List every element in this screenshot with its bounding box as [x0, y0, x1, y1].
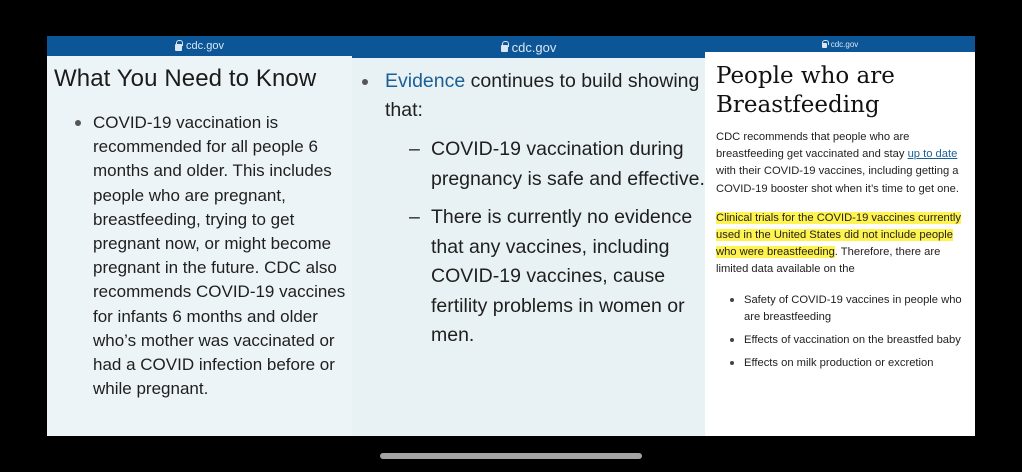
screenshot-panel-what-you-need-to-know [47, 36, 352, 436]
intro-text-end: with their COVID-19 vaccines, including getting a COVID-19 booster shot when it’s time to get one. [716, 165, 959, 195]
list-item [716, 332, 967, 349]
trials-text: . Therefore, there are limited data available on the [716, 246, 941, 276]
list-item [716, 355, 967, 372]
list-item-text: Safety of COVID-19 vaccines in people who are breastfeeding [744, 293, 962, 323]
url-text: cdc.gov [830, 39, 859, 49]
list-item-text: Effects of vaccination on the breastfed baby [744, 334, 961, 347]
list-item-text: Effects on milk production or excretion [744, 357, 934, 370]
highlighted-text: Clinical trials for the COVID-19 vaccines currently used in the United States did not include people who were breastfeeding [716, 211, 961, 259]
section-heading: What You Need to Know [54, 65, 317, 92]
url-bar[interactable] [47, 36, 352, 56]
url-bar[interactable] [352, 36, 705, 58]
bullet-icon [75, 120, 81, 126]
evidence-text: continues to build showing that: [385, 70, 700, 121]
lock-icon [822, 43, 827, 48]
lock-icon [501, 45, 508, 52]
sublist-item [352, 203, 705, 351]
limited-data-list [716, 292, 967, 373]
dash-icon: – [409, 206, 420, 228]
screenshot-panel-evidence [352, 36, 705, 436]
bullet-icon [730, 298, 734, 302]
list-item [716, 292, 967, 326]
page-title: People who are Breastfeeding [716, 63, 895, 118]
sublist-item-text: COVID-19 vaccination during pregnancy is safe and effective. [431, 138, 705, 190]
url-text: cdc.gov [511, 39, 557, 55]
url-bar[interactable] [705, 36, 975, 52]
lock-icon [175, 44, 182, 51]
dash-icon: – [409, 138, 420, 160]
bullet-icon [362, 79, 368, 85]
bullet-icon [730, 338, 734, 342]
home-indicator[interactable] [380, 453, 642, 459]
sublist-item-text: There is currently no evidence that any vaccines, including COVID-19 vaccines, cause fertility problems in women or men. [431, 206, 693, 346]
evidence-link[interactable]: Evidence [385, 70, 466, 92]
evidence-sublist [352, 135, 705, 351]
up-to-date-link[interactable]: up to date [907, 148, 958, 161]
sublist-item [352, 135, 705, 194]
screenshot-panel-breastfeeding [705, 36, 975, 436]
list-item [47, 111, 352, 401]
bullet-icon [730, 361, 734, 365]
list-item-text: COVID-19 vaccination is recommended for all people 6 months and older. This includes people who are pregnant, breastfeeding, trying to get pregnant now, or might become pregnant in the future. CDC also recommends COVID-19 vaccines for infants 6 months and older who’s mother was vaccinated or had a COVID infection before or while pregnant. [93, 113, 346, 399]
intro-paragraph [716, 129, 967, 198]
url-text: cdc.gov [186, 40, 224, 52]
trials-paragraph [716, 210, 967, 279]
evidence-list-item [352, 67, 705, 125]
bullet-list [47, 111, 352, 401]
intro-text-start: CDC recommends that people who are breastfeeding get vaccinated and stay [716, 131, 910, 161]
